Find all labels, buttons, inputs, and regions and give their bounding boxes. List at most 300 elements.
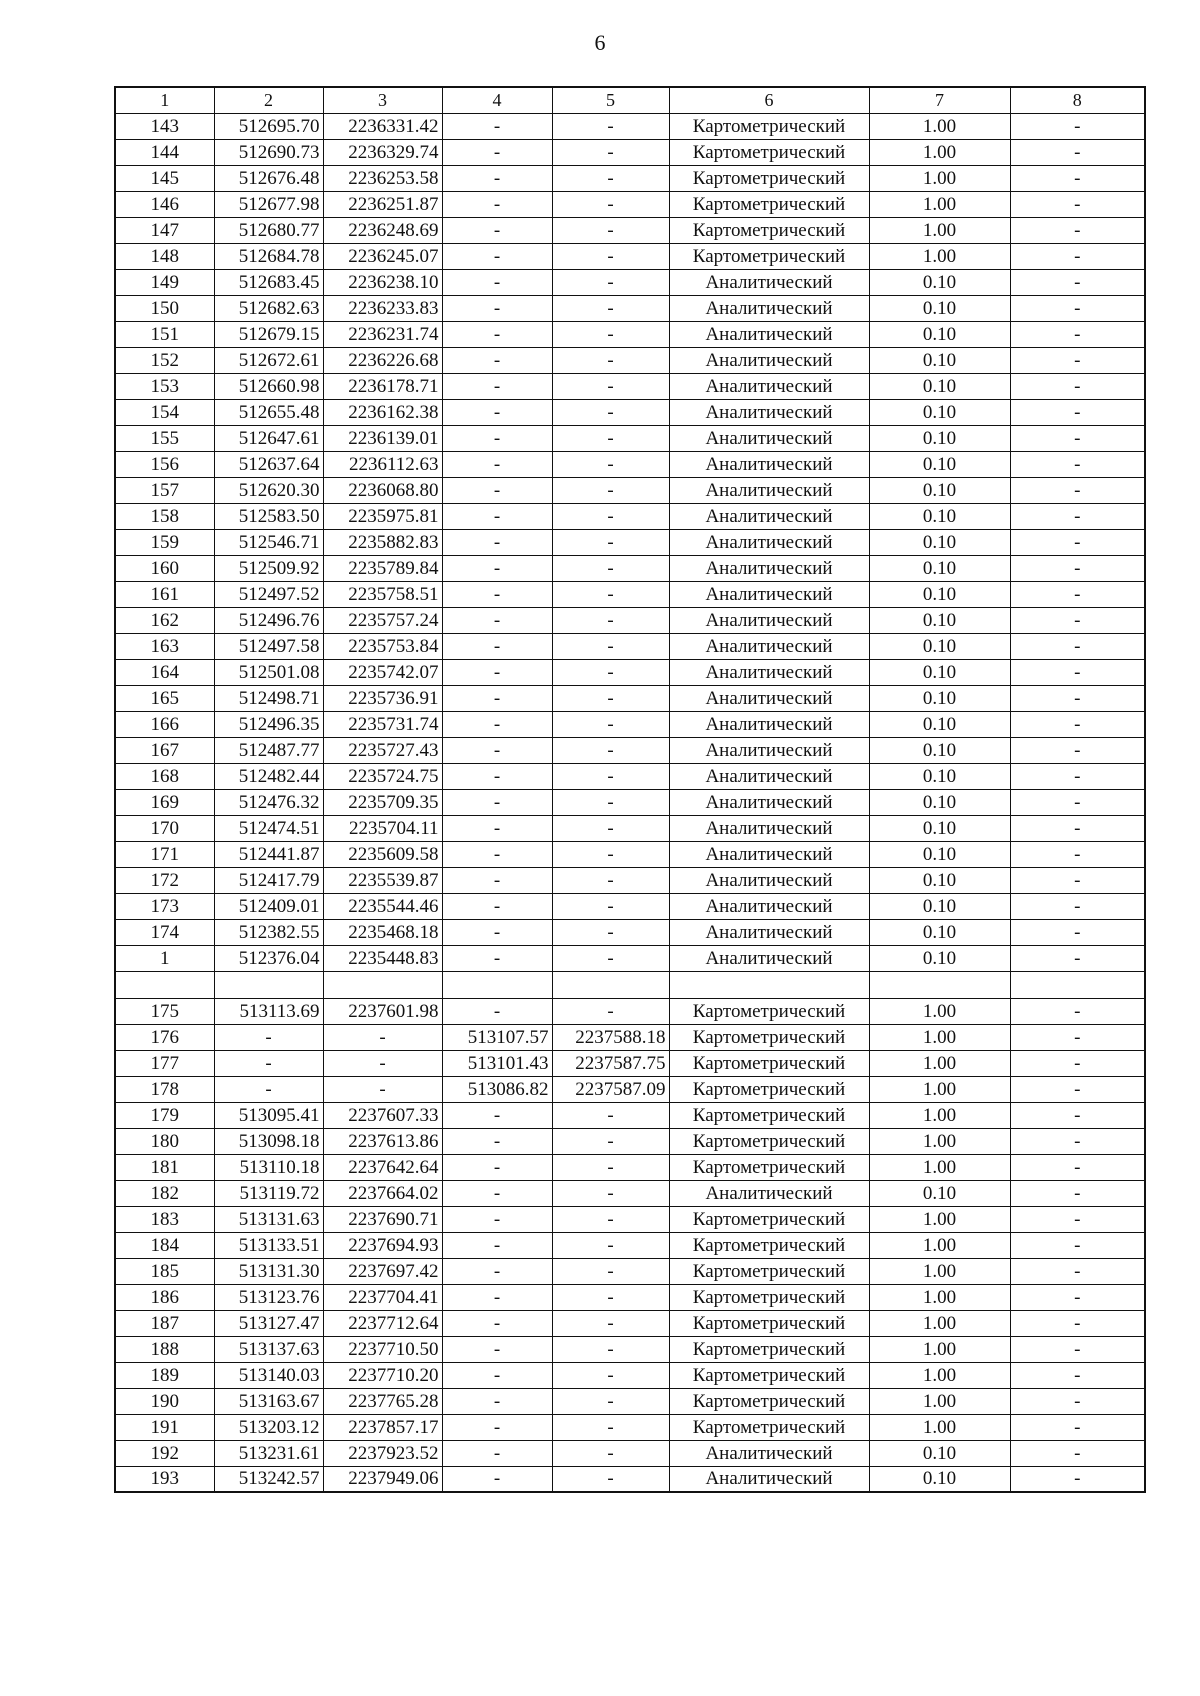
- y-alt-coordinate-cell: -: [552, 711, 669, 737]
- table-row: [115, 659, 1145, 685]
- y-alt-coordinate-cell: -: [552, 113, 669, 139]
- table-row: [115, 1232, 1145, 1258]
- note-cell: -: [1010, 581, 1145, 607]
- y-alt-coordinate-cell: -: [552, 1258, 669, 1284]
- table-row: [115, 1258, 1145, 1284]
- accuracy-cell: 1.00: [869, 1258, 1010, 1284]
- table-row: [115, 555, 1145, 581]
- y-alt-coordinate-cell: -: [552, 217, 669, 243]
- method-cell: Аналитический: [669, 425, 869, 451]
- y-coordinate-cell: 2235727.43: [323, 737, 442, 763]
- note-cell: -: [1010, 321, 1145, 347]
- x-coordinate-cell: 512620.30: [214, 477, 323, 503]
- y-coordinate-cell: 2236233.83: [323, 295, 442, 321]
- y-alt-coordinate-cell: 2237587.75: [552, 1050, 669, 1076]
- method-cell: Картометрический: [669, 1310, 869, 1336]
- y-alt-coordinate-cell: -: [552, 1440, 669, 1466]
- accuracy-cell: [869, 971, 1010, 998]
- table-row: [115, 633, 1145, 659]
- y-coordinate-cell: 2237613.86: [323, 1128, 442, 1154]
- method-cell: Картометрический: [669, 217, 869, 243]
- table-row: [115, 425, 1145, 451]
- note-cell: -: [1010, 841, 1145, 867]
- y-coordinate-cell: 2237710.20: [323, 1362, 442, 1388]
- method-cell: Аналитический: [669, 1466, 869, 1492]
- note-cell: -: [1010, 789, 1145, 815]
- y-alt-coordinate-cell: -: [552, 1466, 669, 1492]
- y-alt-coordinate-cell: -: [552, 269, 669, 295]
- x-alt-coordinate-cell: -: [442, 1128, 552, 1154]
- method-cell: Картометрический: [669, 1076, 869, 1102]
- x-coordinate-cell: -: [214, 1076, 323, 1102]
- y-coordinate-cell: -: [323, 1050, 442, 1076]
- note-cell: -: [1010, 555, 1145, 581]
- y-coordinate-cell: 2235448.83: [323, 945, 442, 971]
- y-alt-coordinate-cell: -: [552, 347, 669, 373]
- table-row: [115, 1440, 1145, 1466]
- note-cell: -: [1010, 1050, 1145, 1076]
- x-coordinate-cell: 512482.44: [214, 763, 323, 789]
- y-coordinate-cell: 2237697.42: [323, 1258, 442, 1284]
- point-number-cell: 171: [115, 841, 214, 867]
- y-alt-coordinate-cell: -: [552, 685, 669, 711]
- y-coordinate-cell: 2236162.38: [323, 399, 442, 425]
- table-row: [115, 113, 1145, 139]
- y-alt-coordinate-cell: -: [552, 321, 669, 347]
- note-cell: -: [1010, 529, 1145, 555]
- method-cell: Картометрический: [669, 1206, 869, 1232]
- accuracy-cell: 0.10: [869, 711, 1010, 737]
- x-coordinate-cell: 512680.77: [214, 217, 323, 243]
- y-coordinate-cell: 2236178.71: [323, 373, 442, 399]
- method-cell: Аналитический: [669, 815, 869, 841]
- x-coordinate-cell: 513123.76: [214, 1284, 323, 1310]
- y-coordinate-cell: -: [323, 1024, 442, 1050]
- table-row: [115, 893, 1145, 919]
- x-coordinate-cell: 513131.63: [214, 1206, 323, 1232]
- y-alt-coordinate-cell: -: [552, 633, 669, 659]
- point-number-cell: 177: [115, 1050, 214, 1076]
- x-coordinate-cell: 512695.70: [214, 113, 323, 139]
- note-cell: -: [1010, 1206, 1145, 1232]
- method-cell: Аналитический: [669, 867, 869, 893]
- method-cell: Аналитический: [669, 763, 869, 789]
- method-cell: Картометрический: [669, 1414, 869, 1440]
- x-alt-coordinate-cell: -: [442, 139, 552, 165]
- method-cell: Картометрический: [669, 113, 869, 139]
- accuracy-cell: 0.10: [869, 503, 1010, 529]
- x-coordinate-cell: 512655.48: [214, 399, 323, 425]
- y-coordinate-cell: 2236238.10: [323, 269, 442, 295]
- y-coordinate-cell: 2236245.07: [323, 243, 442, 269]
- accuracy-cell: 0.10: [869, 867, 1010, 893]
- method-cell: Аналитический: [669, 477, 869, 503]
- accuracy-cell: 1.00: [869, 1388, 1010, 1414]
- accuracy-cell: 0.10: [869, 815, 1010, 841]
- note-cell: -: [1010, 1154, 1145, 1180]
- method-cell: Картометрический: [669, 1154, 869, 1180]
- column-header-8: 8: [1010, 87, 1145, 113]
- y-coordinate-cell: 2236331.42: [323, 113, 442, 139]
- x-alt-coordinate-cell: -: [442, 113, 552, 139]
- table-row: [115, 321, 1145, 347]
- point-number-cell: 162: [115, 607, 214, 633]
- x-coordinate-cell: 512376.04: [214, 945, 323, 971]
- point-number-cell: 165: [115, 685, 214, 711]
- table-row: [115, 451, 1145, 477]
- x-alt-coordinate-cell: -: [442, 789, 552, 815]
- point-number-cell: 189: [115, 1362, 214, 1388]
- x-alt-coordinate-cell: -: [442, 737, 552, 763]
- y-coordinate-cell: 2237690.71: [323, 1206, 442, 1232]
- point-number-cell: 170: [115, 815, 214, 841]
- x-alt-coordinate-cell: -: [442, 503, 552, 529]
- y-coordinate-cell: 2236253.58: [323, 165, 442, 191]
- column-header-2: 2: [214, 87, 323, 113]
- table-row: [115, 1362, 1145, 1388]
- y-alt-coordinate-cell: -: [552, 1362, 669, 1388]
- point-number-cell: 154: [115, 399, 214, 425]
- x-alt-coordinate-cell: -: [442, 659, 552, 685]
- y-alt-coordinate-cell: -: [552, 1388, 669, 1414]
- column-header-1: 1: [115, 87, 214, 113]
- accuracy-cell: 0.10: [869, 659, 1010, 685]
- point-number-cell: 184: [115, 1232, 214, 1258]
- y-alt-coordinate-cell: -: [552, 919, 669, 945]
- y-coordinate-cell: 2236251.87: [323, 191, 442, 217]
- note-cell: -: [1010, 477, 1145, 503]
- x-alt-coordinate-cell: -: [442, 1284, 552, 1310]
- point-number-cell: 145: [115, 165, 214, 191]
- point-number-cell: 158: [115, 503, 214, 529]
- accuracy-cell: 0.10: [869, 321, 1010, 347]
- point-number-cell: 159: [115, 529, 214, 555]
- point-number-cell: 185: [115, 1258, 214, 1284]
- note-cell: -: [1010, 399, 1145, 425]
- note-cell: -: [1010, 1414, 1145, 1440]
- table-row: [115, 1154, 1145, 1180]
- x-alt-coordinate-cell: -: [442, 165, 552, 191]
- method-cell: Аналитический: [669, 737, 869, 763]
- table-row: [115, 165, 1145, 191]
- accuracy-cell: 0.10: [869, 607, 1010, 633]
- accuracy-cell: 1.00: [869, 1284, 1010, 1310]
- x-alt-coordinate-cell: -: [442, 399, 552, 425]
- table-row: [115, 529, 1145, 555]
- table-row: [115, 373, 1145, 399]
- accuracy-cell: 1.00: [869, 191, 1010, 217]
- x-alt-coordinate-cell: -: [442, 815, 552, 841]
- note-cell: -: [1010, 191, 1145, 217]
- point-number-cell: 192: [115, 1440, 214, 1466]
- method-cell: Картометрический: [669, 165, 869, 191]
- y-alt-coordinate-cell: -: [552, 581, 669, 607]
- table-row: [115, 1284, 1145, 1310]
- note-cell: -: [1010, 1466, 1145, 1492]
- x-alt-coordinate-cell: -: [442, 555, 552, 581]
- x-coordinate-cell: 512676.48: [214, 165, 323, 191]
- y-alt-coordinate-cell: -: [552, 737, 669, 763]
- point-number-cell: 144: [115, 139, 214, 165]
- method-cell: Картометрический: [669, 243, 869, 269]
- point-number-cell: 143: [115, 113, 214, 139]
- y-alt-coordinate-cell: -: [552, 893, 669, 919]
- point-number-cell: 156: [115, 451, 214, 477]
- y-alt-coordinate-cell: -: [552, 789, 669, 815]
- accuracy-cell: 0.10: [869, 685, 1010, 711]
- accuracy-cell: 1.00: [869, 139, 1010, 165]
- y-alt-coordinate-cell: -: [552, 607, 669, 633]
- y-alt-coordinate-cell: -: [552, 867, 669, 893]
- method-cell: Картометрический: [669, 1284, 869, 1310]
- point-number-cell: 175: [115, 998, 214, 1024]
- y-coordinate-cell: 2235753.84: [323, 633, 442, 659]
- method-cell: Аналитический: [669, 659, 869, 685]
- x-coordinate-cell: 513133.51: [214, 1232, 323, 1258]
- x-alt-coordinate-cell: -: [442, 191, 552, 217]
- x-alt-coordinate-cell: -: [442, 581, 552, 607]
- x-alt-coordinate-cell: -: [442, 1362, 552, 1388]
- y-coordinate-cell: 2237642.64: [323, 1154, 442, 1180]
- table-row: [115, 295, 1145, 321]
- method-cell: Картометрический: [669, 1258, 869, 1284]
- x-alt-coordinate-cell: -: [442, 685, 552, 711]
- note-cell: -: [1010, 1232, 1145, 1258]
- x-coordinate-cell: 512476.32: [214, 789, 323, 815]
- y-coordinate-cell: 2235742.07: [323, 659, 442, 685]
- coordinates-table-container: [114, 86, 1146, 1493]
- x-coordinate-cell: 512382.55: [214, 919, 323, 945]
- y-alt-coordinate-cell: -: [552, 503, 669, 529]
- note-cell: -: [1010, 1440, 1145, 1466]
- table-row: [115, 243, 1145, 269]
- x-coordinate-cell: 512677.98: [214, 191, 323, 217]
- x-alt-coordinate-cell: -: [442, 1414, 552, 1440]
- column-header-6: 6: [669, 87, 869, 113]
- note-cell: -: [1010, 1180, 1145, 1206]
- y-alt-coordinate-cell: -: [552, 243, 669, 269]
- y-coordinate-cell: 2235609.58: [323, 841, 442, 867]
- x-alt-coordinate-cell: 513086.82: [442, 1076, 552, 1102]
- method-cell: Аналитический: [669, 581, 869, 607]
- table-row: [115, 919, 1145, 945]
- y-coordinate-cell: 2237710.50: [323, 1336, 442, 1362]
- x-coordinate-cell: 513095.41: [214, 1102, 323, 1128]
- y-coordinate-cell: 2236068.80: [323, 477, 442, 503]
- x-alt-coordinate-cell: -: [442, 1154, 552, 1180]
- x-alt-coordinate-cell: -: [442, 477, 552, 503]
- point-number-cell: 167: [115, 737, 214, 763]
- x-coordinate-cell: 512441.87: [214, 841, 323, 867]
- x-coordinate-cell: -: [214, 1024, 323, 1050]
- column-header-3: 3: [323, 87, 442, 113]
- point-number-cell: 188: [115, 1336, 214, 1362]
- table-row: [115, 763, 1145, 789]
- point-number-cell: 155: [115, 425, 214, 451]
- method-cell: Аналитический: [669, 685, 869, 711]
- method-cell: Аналитический: [669, 633, 869, 659]
- accuracy-cell: 0.10: [869, 763, 1010, 789]
- accuracy-cell: 0.10: [869, 451, 1010, 477]
- point-number-cell: 186: [115, 1284, 214, 1310]
- accuracy-cell: 0.10: [869, 789, 1010, 815]
- x-coordinate-cell: 513110.18: [214, 1154, 323, 1180]
- note-cell: -: [1010, 945, 1145, 971]
- x-alt-coordinate-cell: -: [442, 243, 552, 269]
- note-cell: -: [1010, 347, 1145, 373]
- accuracy-cell: 0.10: [869, 581, 1010, 607]
- point-number-cell: 1: [115, 945, 214, 971]
- method-cell: Картометрический: [669, 1024, 869, 1050]
- point-number-cell: 174: [115, 919, 214, 945]
- coordinates-table: [114, 86, 1146, 1493]
- note-cell: [1010, 971, 1145, 998]
- point-number-cell: 153: [115, 373, 214, 399]
- method-cell: Аналитический: [669, 841, 869, 867]
- point-number-cell: 152: [115, 347, 214, 373]
- x-alt-coordinate-cell: -: [442, 867, 552, 893]
- x-alt-coordinate-cell: -: [442, 347, 552, 373]
- x-coordinate-cell: 512496.35: [214, 711, 323, 737]
- accuracy-cell: 0.10: [869, 737, 1010, 763]
- x-alt-coordinate-cell: -: [442, 945, 552, 971]
- accuracy-cell: 1.00: [869, 243, 1010, 269]
- y-alt-coordinate-cell: -: [552, 841, 669, 867]
- method-cell: Картометрический: [669, 1232, 869, 1258]
- table-row: [115, 945, 1145, 971]
- x-alt-coordinate-cell: -: [442, 321, 552, 347]
- x-alt-coordinate-cell: 513101.43: [442, 1050, 552, 1076]
- x-alt-coordinate-cell: -: [442, 1466, 552, 1492]
- y-coordinate-cell: 2235468.18: [323, 919, 442, 945]
- accuracy-cell: 0.10: [869, 1180, 1010, 1206]
- table-row: [115, 1310, 1145, 1336]
- y-alt-coordinate-cell: -: [552, 451, 669, 477]
- x-alt-coordinate-cell: -: [442, 841, 552, 867]
- y-coordinate-cell: 2236248.69: [323, 217, 442, 243]
- column-header-7: 7: [869, 87, 1010, 113]
- page-number: 6: [594, 30, 606, 55]
- x-alt-coordinate-cell: -: [442, 1336, 552, 1362]
- x-coordinate-cell: 512497.52: [214, 581, 323, 607]
- table-row: [115, 711, 1145, 737]
- point-number-cell: 149: [115, 269, 214, 295]
- y-alt-coordinate-cell: -: [552, 1414, 669, 1440]
- y-alt-coordinate-cell: -: [552, 945, 669, 971]
- y-alt-coordinate-cell: -: [552, 399, 669, 425]
- table-row: [115, 815, 1145, 841]
- method-cell: Аналитический: [669, 555, 869, 581]
- accuracy-cell: 0.10: [869, 269, 1010, 295]
- x-coordinate-cell: 512583.50: [214, 503, 323, 529]
- y-alt-coordinate-cell: -: [552, 1102, 669, 1128]
- y-alt-coordinate-cell: -: [552, 425, 669, 451]
- table-row: [115, 217, 1145, 243]
- table-row: [115, 1388, 1145, 1414]
- x-alt-coordinate-cell: -: [442, 893, 552, 919]
- y-coordinate-cell: 2235539.87: [323, 867, 442, 893]
- note-cell: -: [1010, 867, 1145, 893]
- method-cell: Аналитический: [669, 529, 869, 555]
- x-alt-coordinate-cell: -: [442, 1102, 552, 1128]
- y-alt-coordinate-cell: 2237587.09: [552, 1076, 669, 1102]
- point-number-cell: 148: [115, 243, 214, 269]
- method-cell: Аналитический: [669, 373, 869, 399]
- x-coordinate-cell: 512690.73: [214, 139, 323, 165]
- x-alt-coordinate-cell: -: [442, 217, 552, 243]
- y-alt-coordinate-cell: -: [552, 1128, 669, 1154]
- method-cell: Аналитический: [669, 321, 869, 347]
- table-row: [115, 1050, 1145, 1076]
- x-alt-coordinate-cell: -: [442, 1206, 552, 1232]
- note-cell: -: [1010, 425, 1145, 451]
- note-cell: -: [1010, 893, 1145, 919]
- x-alt-coordinate-cell: -: [442, 607, 552, 633]
- method-cell: Картометрический: [669, 1050, 869, 1076]
- note-cell: -: [1010, 1310, 1145, 1336]
- x-alt-coordinate-cell: -: [442, 269, 552, 295]
- accuracy-cell: 1.00: [869, 1050, 1010, 1076]
- accuracy-cell: 0.10: [869, 295, 1010, 321]
- accuracy-cell: 1.00: [869, 1102, 1010, 1128]
- method-cell: Картометрический: [669, 1128, 869, 1154]
- y-alt-coordinate-cell: -: [552, 1232, 669, 1258]
- method-cell: Аналитический: [669, 451, 869, 477]
- point-number-cell: 181: [115, 1154, 214, 1180]
- x-alt-coordinate-cell: -: [442, 451, 552, 477]
- note-cell: -: [1010, 1336, 1145, 1362]
- x-coordinate-cell: 512672.61: [214, 347, 323, 373]
- accuracy-cell: 0.10: [869, 945, 1010, 971]
- note-cell: -: [1010, 243, 1145, 269]
- note-cell: -: [1010, 711, 1145, 737]
- y-alt-coordinate-cell: -: [552, 165, 669, 191]
- x-coordinate-cell: 512546.71: [214, 529, 323, 555]
- x-alt-coordinate-cell: 513107.57: [442, 1024, 552, 1050]
- x-alt-coordinate-cell: -: [442, 1388, 552, 1414]
- y-alt-coordinate-cell: -: [552, 477, 669, 503]
- note-cell: -: [1010, 295, 1145, 321]
- x-coordinate-cell: 513242.57: [214, 1466, 323, 1492]
- x-coordinate-cell: 512501.08: [214, 659, 323, 685]
- method-cell: Аналитический: [669, 399, 869, 425]
- point-number-cell: 172: [115, 867, 214, 893]
- accuracy-cell: 1.00: [869, 1024, 1010, 1050]
- x-coordinate-cell: 513140.03: [214, 1362, 323, 1388]
- x-alt-coordinate-cell: -: [442, 763, 552, 789]
- x-alt-coordinate-cell: -: [442, 711, 552, 737]
- note-cell: -: [1010, 373, 1145, 399]
- note-cell: -: [1010, 1128, 1145, 1154]
- x-alt-coordinate-cell: [442, 971, 552, 998]
- x-alt-coordinate-cell: -: [442, 1258, 552, 1284]
- header-row: [115, 87, 1145, 113]
- point-number-cell: 160: [115, 555, 214, 581]
- x-coordinate-cell: 513203.12: [214, 1414, 323, 1440]
- x-coordinate-cell: 512660.98: [214, 373, 323, 399]
- point-number-cell: 180: [115, 1128, 214, 1154]
- x-coordinate-cell: 512637.64: [214, 451, 323, 477]
- y-coordinate-cell: 2235731.74: [323, 711, 442, 737]
- accuracy-cell: 0.10: [869, 1466, 1010, 1492]
- y-coordinate-cell: 2235724.75: [323, 763, 442, 789]
- x-coordinate-cell: 512417.79: [214, 867, 323, 893]
- accuracy-cell: 1.00: [869, 1414, 1010, 1440]
- method-cell: Аналитический: [669, 919, 869, 945]
- point-number-cell: 166: [115, 711, 214, 737]
- point-number-cell: 176: [115, 1024, 214, 1050]
- y-coordinate-cell: 2236112.63: [323, 451, 442, 477]
